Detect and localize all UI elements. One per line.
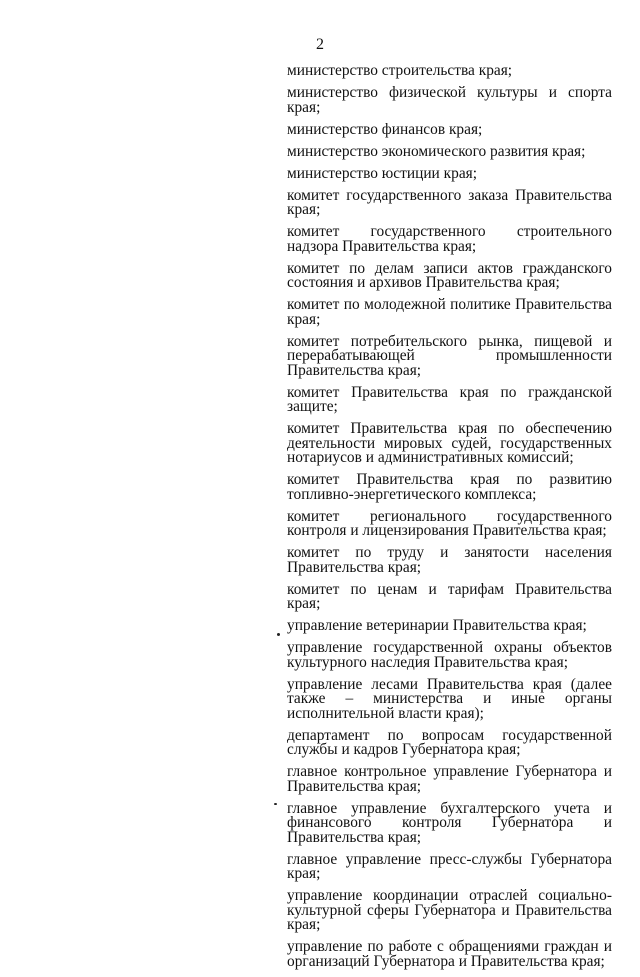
scan-speck (274, 803, 277, 805)
list-item: комитет по делам записи актов гражданского состояния и архивов Правительства края; (287, 259, 612, 291)
page-number: 2 (316, 36, 324, 53)
list-item: комитет регионального государственного контроля и лицензирования Правительства края; (287, 507, 612, 539)
list-item: комитет по труду и занятости населения Правительства края; (287, 544, 612, 576)
list-item: комитет государственного строительного надзора Правительства края; (287, 223, 612, 255)
list-item: комитет потребительского рынка, пищевой и перерабатывающей промышленности Правительства края; (287, 332, 612, 379)
list-item: управление ветеринарии Правительства края; (287, 617, 587, 634)
list-item: министерство экономического развития края; (287, 142, 586, 160)
list-item: комитет государственного заказа Правительства края; (287, 186, 612, 218)
list-item: комитет Правительства края по обеспечению деятельности мировых судей, государственных нотариусов и административных комиссий; (287, 420, 612, 466)
list-item: главное управление бухгалтерского учета и финансового контроля Губернатора и Правительства края; (287, 799, 612, 846)
list-item: министерство строительства края; (287, 62, 513, 79)
list-item: комитет по молодежной политике Правительства края; (287, 296, 612, 328)
list-item: комитет Правительства края по развитию топливно-энергетического комплекса; (287, 471, 612, 503)
list-item: главное управление пресс-службы Губернатора края; (287, 850, 612, 882)
list-item: комитет Правительства края по гражданской защите; (287, 383, 612, 415)
list-item: министерство физической культуры и спорта края; (287, 84, 612, 116)
scan-speck (277, 633, 280, 636)
list-item: главное контрольное управление Губернатора и Правительства края; (287, 763, 612, 795)
list-item: министерство юстиции края; (287, 164, 478, 182)
list-item: управление государственной охраны объектов культурного наследия Правительства края; (287, 639, 612, 671)
list-item: управление координации отраслей социально-культурной сферы Губернатора и Правительства края; (287, 887, 612, 933)
list-item: министерство финансов края; (287, 120, 483, 138)
list-item: управление по работе с обращениями граждан и организаций Губернатора и Правительства края; (287, 938, 612, 970)
authorities-list (287, 64, 612, 977)
list-item: комитет по ценам и тарифам Правительства края; (287, 580, 612, 612)
list-item: департамент по вопросам государственной службы и кадров Губернатора края; (287, 726, 612, 758)
list-item: управление лесами Правительства края (далее также – министерства и иные органы исполнительной власти края); (287, 675, 612, 722)
